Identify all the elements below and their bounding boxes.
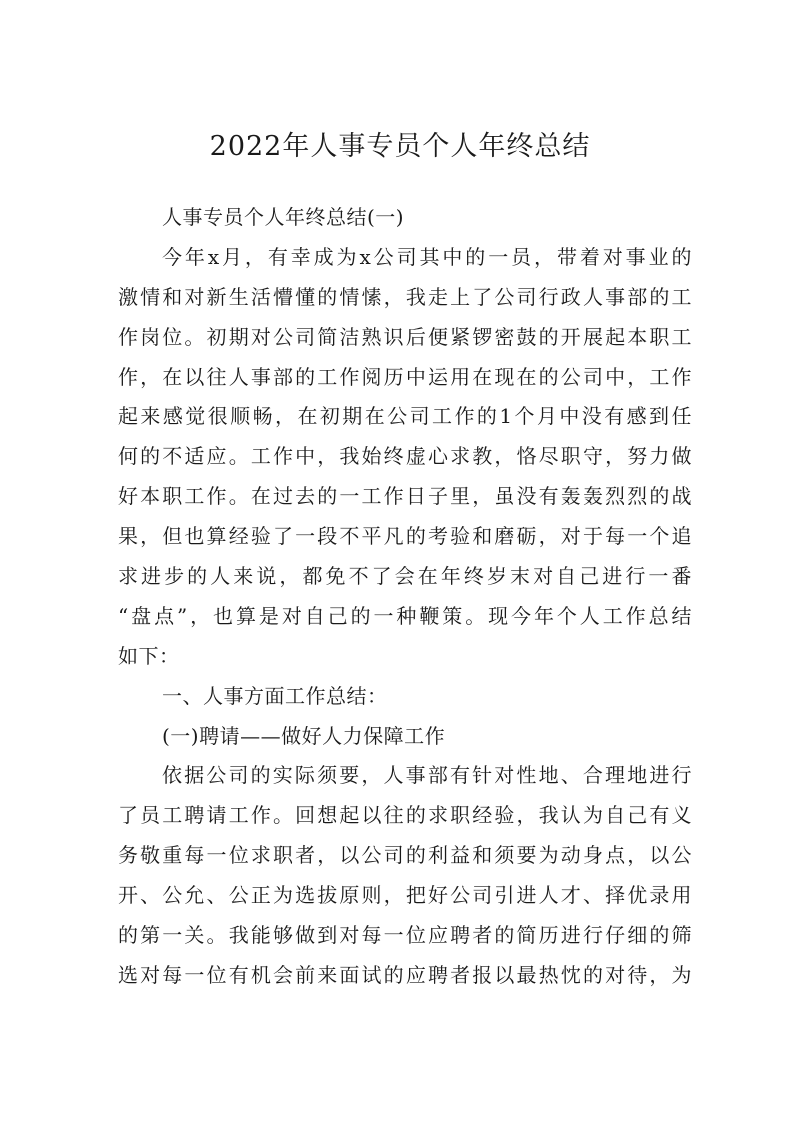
document-body — [118, 198, 692, 996]
paragraph-line: 起来感觉很顺畅，在初期在公司工作的1个月中没有感到任 — [118, 404, 692, 429]
paragraph-line: 求进步的人来说，都免不了会在年终岁末对自己进行一番 — [118, 564, 692, 589]
paragraph-line: 的第一关。我能够做到对每一位应聘者的简历进行仔细的筛 — [118, 923, 692, 948]
paragraph-line: 作岗位。初期对公司简洁熟识后便紧锣密鼓的开展起本职工 — [118, 324, 692, 349]
paragraph-line: 开、公允、公正为选拔原则，把好公司引进人才、择优录用 — [118, 883, 692, 908]
paragraph-line: “盘点”，也算是对自己的一种鞭策。现今年个人工作总结 — [118, 603, 692, 628]
paragraph-line: 今年x月，有幸成为x公司其中的一员，带着对事业的 — [162, 244, 692, 269]
paragraph-line: 务敬重每一位求职者，以公司的利益和须要为动身点，以公 — [118, 843, 692, 868]
paragraph-line: 何的不适应。工作中，我始终虚心求教，恪尽职守，努力做 — [118, 444, 692, 469]
paragraph-line: 作，在以往人事部的工作阅历中运用在现在的公司中，工作 — [118, 364, 692, 389]
section-heading: 一、人事方面工作总结： — [162, 683, 388, 708]
section-heading: 人事专员个人年终总结(一) — [162, 205, 405, 229]
subsection-heading: (一)聘请——做好人力保障工作 — [162, 723, 446, 748]
paragraph-line: 依据公司的实际须要，人事部有针对性地、合理地进行 — [162, 763, 692, 788]
document-title: 2022年人事专员个人年终总结 — [209, 131, 591, 162]
paragraph-line: 如下： — [118, 643, 180, 668]
paragraph-line: 了员工聘请工作。回想起以往的求职经验，我认为自己有义 — [118, 803, 692, 828]
paragraph-line: 好本职工作。在过去的一工作日子里，虽没有轰轰烈烈的战 — [118, 484, 692, 509]
paragraph-line: 选对每一位有机会前来面试的应聘者报以最热忱的对待，为 — [118, 962, 692, 987]
paragraph-line: 果，但也算经验了一段不平凡的考验和磨砺，对于每一个追 — [118, 524, 692, 549]
paragraph-line: 激情和对新生活懵懂的情愫，我走上了公司行政人事部的工 — [118, 284, 692, 309]
